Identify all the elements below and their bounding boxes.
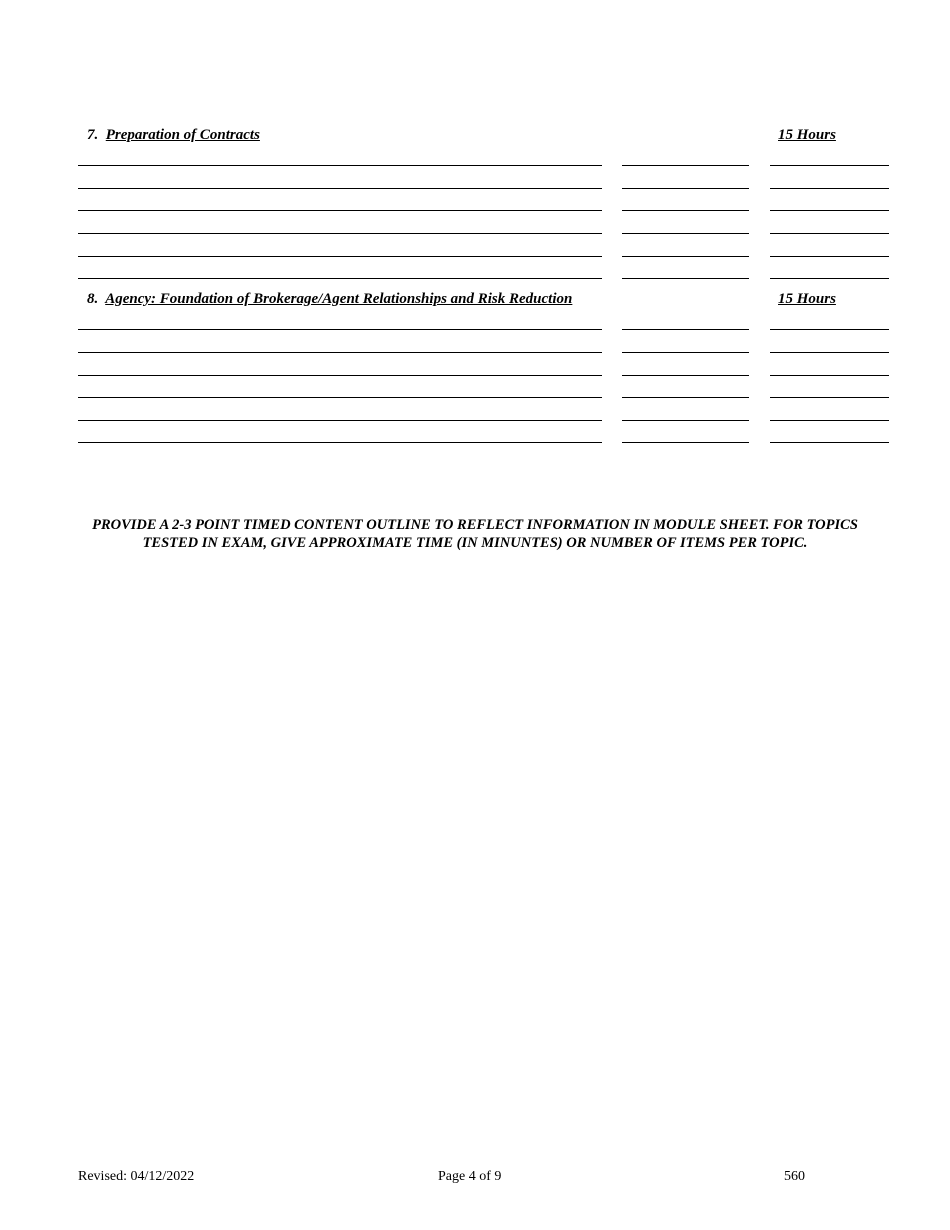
blank-fill-line xyxy=(78,375,602,376)
blank-fill-line xyxy=(78,278,602,279)
section-7-hours: 15 Hours xyxy=(778,127,836,143)
section-number: 7. xyxy=(87,127,99,143)
blank-fill-line xyxy=(770,420,889,421)
section-8-hours: 15 Hours xyxy=(778,291,836,307)
section-8-heading xyxy=(87,291,572,308)
blank-fill-line xyxy=(770,352,889,353)
blank-fill-line xyxy=(622,256,749,257)
instructions-note: PROVIDE A 2-3 POINT TIMED CONTENT OUTLINE TO REFLECT INFORMATION IN MODULE SHEET. FOR TOPICS TESTED IN EXAM, GIVE APPROXIMATE TIME (IN MINUNTES) OR NUMBER OF ITEMS PER TOPIC. xyxy=(92,517,858,551)
blank-fill-line xyxy=(622,233,749,234)
blank-fill-line xyxy=(770,256,889,257)
blank-fill-line xyxy=(622,375,749,376)
blank-fill-line xyxy=(622,420,749,421)
section-title: Preparation of Contracts xyxy=(105,127,260,143)
blank-fill-line xyxy=(770,329,889,330)
blank-fill-line xyxy=(770,278,889,279)
blank-fill-line xyxy=(78,233,602,234)
blank-fill-line xyxy=(78,210,602,211)
blank-fill-line xyxy=(622,442,749,443)
blank-fill-line xyxy=(78,165,602,166)
footer-code: 560 xyxy=(784,1169,805,1184)
blank-fill-line xyxy=(770,188,889,189)
footer-revised: Revised: 04/12/2022 xyxy=(78,1169,195,1184)
blank-fill-line xyxy=(622,188,749,189)
blank-fill-line xyxy=(770,397,889,398)
blank-fill-line xyxy=(78,420,602,421)
blank-fill-line xyxy=(78,442,602,443)
blank-fill-line xyxy=(78,352,602,353)
section-title: Agency: Foundation of Brokerage/Agent Relationships and Risk Reduction xyxy=(105,291,573,307)
blank-fill-line xyxy=(78,188,602,189)
blank-fill-line xyxy=(622,329,749,330)
blank-fill-line xyxy=(770,165,889,166)
section-7-heading xyxy=(87,127,260,144)
blank-fill-line xyxy=(770,210,889,211)
footer-page-number: Page 4 of 9 xyxy=(438,1169,502,1184)
blank-fill-line xyxy=(770,375,889,376)
blank-fill-line xyxy=(78,397,602,398)
blank-fill-line xyxy=(622,397,749,398)
section-number: 8. xyxy=(87,291,99,307)
blank-fill-line xyxy=(78,256,602,257)
blank-fill-line xyxy=(622,165,749,166)
blank-fill-line xyxy=(622,352,749,353)
blank-fill-line xyxy=(770,233,889,234)
blank-fill-line xyxy=(622,278,749,279)
blank-fill-line xyxy=(770,442,889,443)
blank-fill-line xyxy=(622,210,749,211)
blank-fill-line xyxy=(78,329,602,330)
